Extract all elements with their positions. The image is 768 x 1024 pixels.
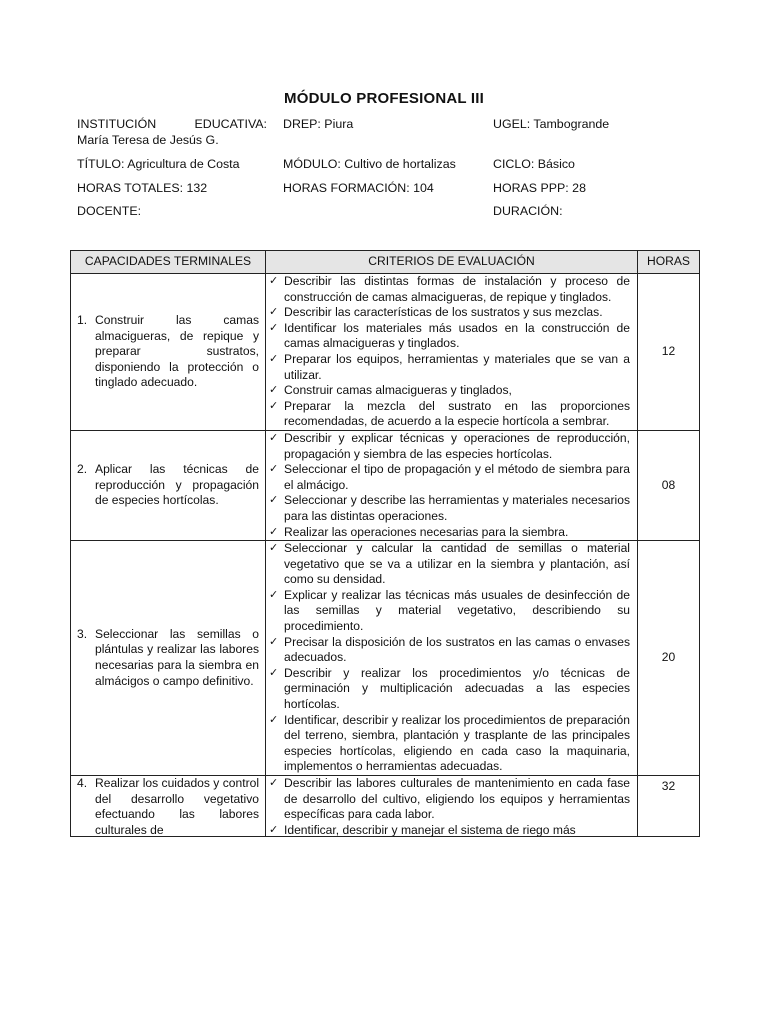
capacidad-number: 2. <box>77 462 88 477</box>
checkmark-icon: ✓ <box>269 542 279 555</box>
duracion-field: DURACIÓN: <box>493 204 563 218</box>
criterios-cell <box>266 776 638 837</box>
criterio-text: Identificar los materiales más usados en la construcción de camas almacigueras y tinglados. <box>284 320 630 351</box>
capacidad-number: 4. <box>77 776 88 790</box>
criterio-item <box>269 321 630 352</box>
criterio-item <box>269 399 630 430</box>
capacidad-text: Construir las camas almacigueras, de repique y preparar sustratos, disponiendo la protección o tinglado adecuado. <box>95 312 259 390</box>
institucion-field: INSTITUCIÓN EDUCATIVA: María Teresa de Jesús G. <box>77 117 267 147</box>
checkmark-icon: ✓ <box>269 352 279 365</box>
criterio-item <box>269 525 630 541</box>
criterio-text: Describir y realizar los procedimientos y/o técnicas de germinación y multiplicación adecuadas a las especies hortícolas. <box>284 665 630 712</box>
horas-ppp-field: HORAS PPP: 28 <box>493 181 586 195</box>
criterio-item <box>269 823 630 836</box>
table-header-row <box>71 251 700 274</box>
checkmark-icon: ✓ <box>269 777 279 789</box>
criterio-item <box>269 352 630 383</box>
checkmark-icon: ✓ <box>269 275 279 287</box>
drep-field: DREP: Piura <box>283 117 354 131</box>
horas-cell: 12 <box>638 274 700 431</box>
criterios-cell <box>266 274 638 431</box>
criterio-item <box>269 383 630 399</box>
criterios-cell <box>266 430 638 540</box>
criterio-text: Construir camas almacigueras y tinglados, <box>284 383 512 398</box>
header-horas: HORAS <box>638 251 700 274</box>
header-capacidades: CAPACIDADES TERMINALES <box>71 251 266 274</box>
criterio-text: Preparar los equipos, herramientas y materiales que se van a utilizar. <box>284 351 630 382</box>
ciclo-field: CICLO: Básico <box>493 157 575 171</box>
criterio-item <box>269 493 630 524</box>
checkmark-icon: ✓ <box>269 494 279 507</box>
capacidad-cell <box>71 541 266 776</box>
criterios-cell <box>266 541 638 776</box>
criterio-text: Describir las labores culturales de mantenimiento en cada fase de desarrollo del cultivo, eligiendo los equipos y herramientas específicas para cada labor. <box>284 776 630 822</box>
criterio-text: Seleccionar y describe las herramientas y materiales necesarios para las distintas operaciones. <box>284 493 630 523</box>
capacidad-number: 1. <box>77 312 88 327</box>
criterio-item <box>269 541 630 588</box>
criterio-text: Describir las características de los sustratos y sus mezclas. <box>284 305 603 320</box>
ugel-field: UGEL: Tambogrande <box>493 117 610 131</box>
criterio-text: Realizar las operaciones necesarias para la siembra. <box>284 524 569 539</box>
criterio-text: Seleccionar y calcular la cantidad de semillas o material vegetativo que se va a utilizar en la siembra y plantación, así como su densidad. <box>284 541 630 587</box>
capacidad-cell <box>71 430 266 540</box>
header-criterios: CRITERIOS DE EVALUACIÓN <box>266 251 638 274</box>
checkmark-icon: ✓ <box>269 823 279 836</box>
criterio-text: Describir y explicar técnicas y operaciones de reproducción, propagación y siembra de las especies hortícolas. <box>284 430 630 461</box>
criterio-item <box>269 588 630 635</box>
criterio-text: Precisar la disposición de los sustratos en las camas o envases adecuados. <box>284 634 630 665</box>
capacidad-text: Seleccionar las semillas o plántulas y realizar las labores necesarias para la siembra en almácigos o campo definitivo. <box>95 626 259 688</box>
capacidad-cell <box>71 274 266 431</box>
table-row <box>71 274 700 431</box>
capacidad-text: Aplicar las técnicas de reproducción y propagación de especies hortícolas. <box>95 462 259 508</box>
table-row <box>71 541 700 776</box>
checkmark-icon: ✓ <box>269 588 279 601</box>
criterio-text: Describir las distintas formas de instalación y proceso de construcción de camas almacigueras, de repique y tinglados. <box>284 274 630 304</box>
horas-cell: 20 <box>638 541 700 776</box>
criterio-item <box>269 666 630 713</box>
horas-cell: 32 <box>638 776 700 837</box>
titulo-field: TÍTULO: Agricultura de Costa <box>77 157 240 171</box>
criterio-item <box>269 305 630 321</box>
horas-totales-field: HORAS TOTALES: 132 <box>77 181 208 195</box>
checkmark-icon: ✓ <box>269 321 279 334</box>
checkmark-icon: ✓ <box>269 306 279 319</box>
criterio-item <box>269 274 630 305</box>
modulo-field: MÓDULO: Cultivo de hortalizas <box>283 157 456 171</box>
criterio-text: Seleccionar el tipo de propagación y el método de siembra para el almácigo. <box>284 462 630 492</box>
criterio-item <box>269 635 630 666</box>
criterio-text: Preparar la mezcla del sustrato en las proporciones recomendadas, de acuerdo a la especie hortícola a sembrar. <box>284 398 630 429</box>
checkmark-icon: ✓ <box>269 463 279 476</box>
module-table <box>70 250 700 837</box>
capacidad-text: Realizar los cuidados y control del desarrollo vegetativo efectuando las labores culturales de <box>95 776 259 836</box>
checkmark-icon: ✓ <box>269 635 279 648</box>
checkmark-icon: ✓ <box>269 431 279 444</box>
docente-field: DOCENTE: <box>77 204 142 218</box>
checkmark-icon: ✓ <box>269 713 279 726</box>
table-row <box>71 430 700 540</box>
horas-formacion-field: HORAS FORMACIÓN: 104 <box>283 181 434 195</box>
capacidad-number: 3. <box>77 626 88 641</box>
criterio-text: Identificar, describir y manejar el sistema de riego más <box>284 822 576 836</box>
horas-cell: 08 <box>638 430 700 540</box>
page-title: MÓDULO PROFESIONAL III <box>284 90 484 107</box>
checkmark-icon: ✓ <box>269 666 279 679</box>
capacidad-cell <box>71 776 266 837</box>
checkmark-icon: ✓ <box>269 399 279 412</box>
criterio-item <box>269 713 630 775</box>
criterio-text: Explicar y realizar las técnicas más usuales de desinfección de las semillas y material vegetativo, describiendo su procedimiento. <box>284 587 630 634</box>
table-row <box>71 776 700 837</box>
checkmark-icon: ✓ <box>269 525 279 538</box>
checkmark-icon: ✓ <box>269 384 279 397</box>
criterio-item <box>269 776 630 823</box>
criterio-item <box>269 431 630 462</box>
criterio-text: Identificar, describir y realizar los procedimientos de preparación del terreno, siembra, plantación y trasplante de las principales especies hortícolas, eligiendo en cada caso la maquinaria, implementos o herramientas adecuadas. <box>284 712 630 774</box>
criterio-item <box>269 462 630 493</box>
